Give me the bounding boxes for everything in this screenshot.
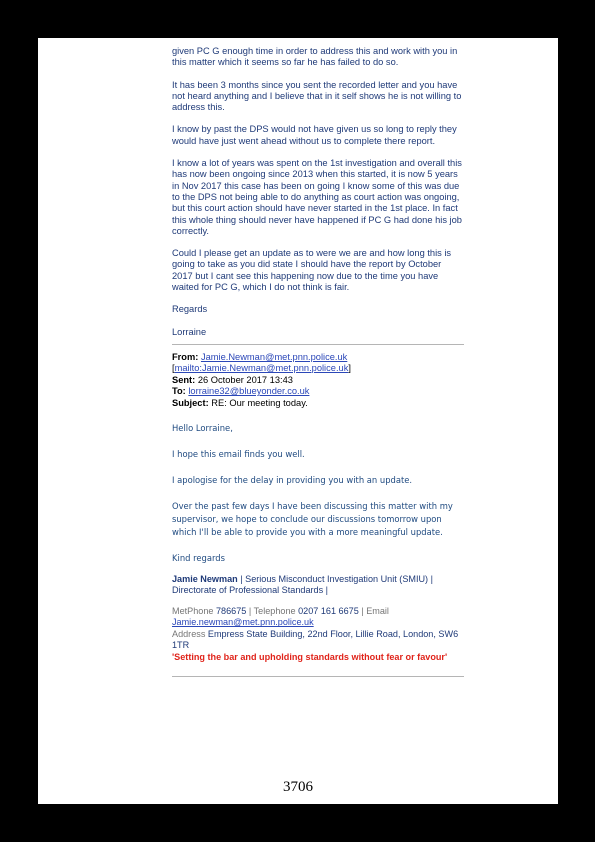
metphone-label: MetPhone [172,605,214,616]
regards-line: Regards [172,304,208,315]
body-paragraph: I know a lot of years was spent on the 1st investigation and overall this has now been ongoing since 2013 when this started, it is now 5 years in Nov 2017 this case has been on going I know some of this was due to the DPS not being able to do anything as court action was ongoing, but this court action should have never started in the 1st place. In fact this whole thing should never have happened if PC G had done his job correctly. [172,158,462,236]
from-email-link[interactable]: Jamie.Newman@met.pnn.police.uk [200,351,348,362]
body-paragraph: Could I please get an update as to were we are and how long this is going to take as you did state I should have the report by October 2017 but I cant see this happening now due to the time you have waited for PC G, which I do not think is fair. [172,248,452,293]
page-number: 3706 [283,779,313,795]
reply-body [172,422,464,565]
signature-block [172,574,464,664]
divider [172,676,464,677]
mailto-link[interactable]: mailto:Jamie.Newman@met.pnn.police.uk [174,363,349,374]
from-label: From: [172,351,199,362]
telephone-value: 0207 161 6675 [295,605,362,616]
body-paragraph: Over the past few days I have been discussing this matter with my supervisor, we hope to conclude our discussions tomorrow upon which I'll be able to provide you with a more meaningful update. [172,500,453,537]
divider [172,344,464,345]
body-paragraph: I know by past the DPS would not have given us so long to reply they would have just went ahead without us to complete there report. [172,124,457,146]
sign-off: Kind regards [172,552,225,563]
sent-row [172,375,464,386]
mailto-row: [mailto:Jamie.Newman@met.pnn.police.uk] [172,363,351,374]
body-paragraph: It has been 3 months since you sent the recorded letter and you have not heard anything and I believe that in it self shows he is not willing to address this. [172,79,462,113]
to-row [172,386,464,397]
to-email-link[interactable]: lorraine32@blueyonder.co.uk [188,386,310,397]
sent-label: Sent: [172,374,196,385]
signature-email-link[interactable]: Jamie.newman@met.pnn.police.uk [172,617,314,628]
reply-header [172,352,464,409]
sent-value: 26 October 2017 13:43 [197,374,293,385]
from-row [172,352,464,363]
motto: 'Setting the bar and upholding standards without fear or favour' [172,651,448,662]
subject-label: Subject: [172,397,209,408]
document-page [38,38,558,804]
signature-title: | Serious Misconduct Investigation Unit (SMIU) | Directorate of Professional Standards | [172,573,433,596]
email-body [172,46,464,338]
email-label: | Email [361,605,389,616]
body-paragraph: I apologise for the delay in providing you with an update. [172,474,413,485]
address-value: Empress State Building, 22nd Floor, Lillie Road, London, SW6 1TR [172,628,459,651]
contact-line [172,606,464,629]
subject-row [172,398,464,409]
to-label: To: [172,386,186,397]
body-paragraph: I hope this email finds you well. [172,448,305,459]
address-label: Address [172,628,206,639]
sender-name: Lorraine [172,326,207,337]
signature-name: Jamie Newman [172,573,238,584]
metphone-value: 786675 [213,605,249,616]
address-line [172,629,464,652]
body-paragraph: given PC G enough time in order to address this and work with you in this matter which it seems so far he has failed to do so. [172,46,458,68]
signature-name-line [172,574,464,597]
greeting: Hello Lorraine, [172,422,233,433]
telephone-label: | Telephone [248,605,296,616]
subject-value: RE: Our meeting today. [211,397,308,408]
email-content [172,46,464,684]
